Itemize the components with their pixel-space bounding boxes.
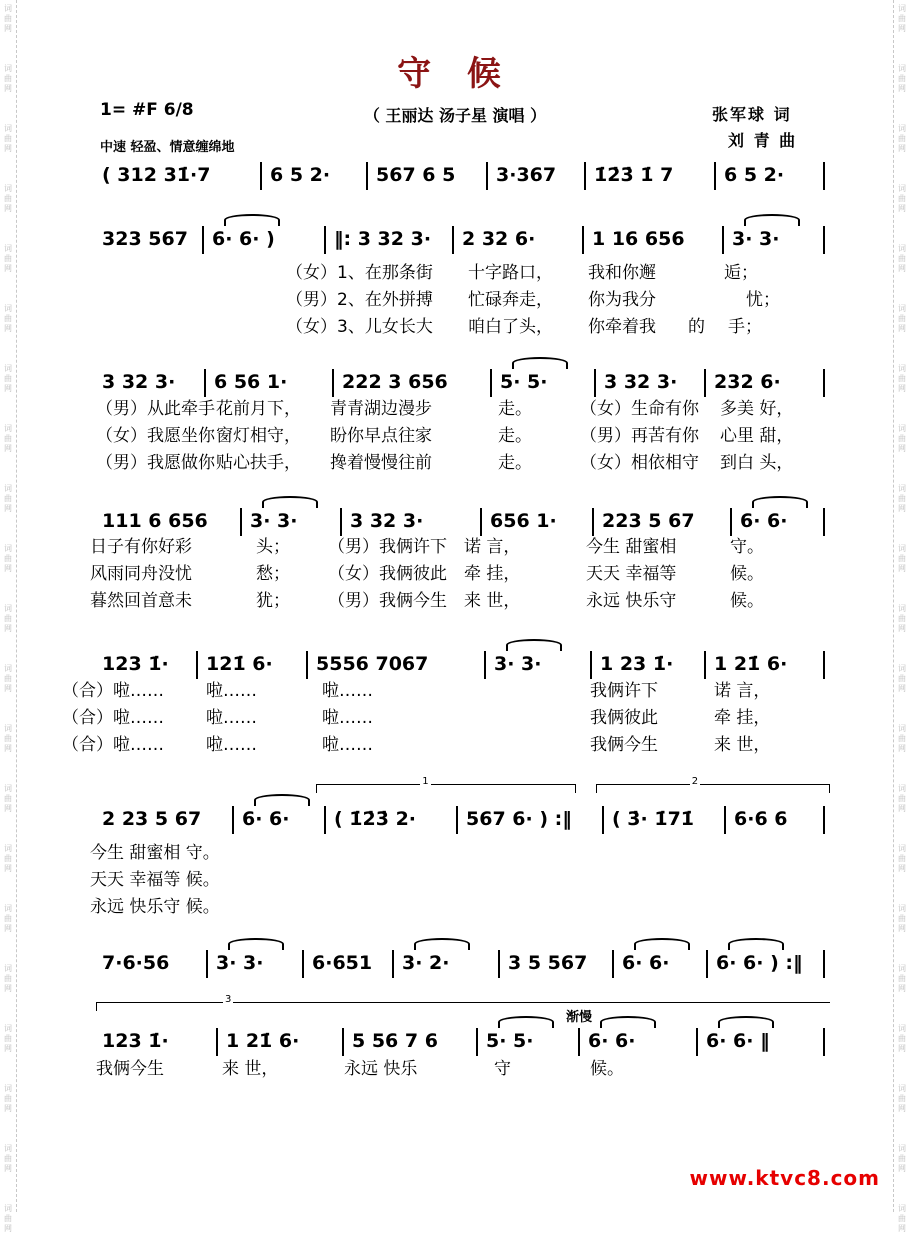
song-title: 守 候 [397, 54, 513, 94]
lyric-text: 候。 [590, 1059, 624, 1079]
measure: 3·367 [496, 164, 557, 186]
measure: 5· 5· [486, 1030, 534, 1052]
watermark-text: 词 曲 网 [4, 664, 12, 693]
measure: 222 3 656 [342, 371, 448, 393]
barline [340, 508, 342, 536]
tie-arc [718, 1016, 774, 1028]
measure: ( 3̇· 1̇71̇ [612, 808, 695, 830]
lyric-text: 手； [728, 317, 762, 337]
lyric-text: 愁； [256, 564, 290, 584]
lyric-text: 风雨同舟没忧 [90, 564, 192, 584]
lyric-text: 犹； [256, 591, 290, 611]
lyric-text: 诺 言， [714, 681, 771, 701]
notation-row [96, 994, 831, 1058]
lyric-text: 头； [256, 537, 290, 557]
measure: 7·6·56 [102, 952, 170, 974]
measure: 6· 6· ) [212, 228, 275, 250]
measure: 5556 7067 [316, 653, 429, 675]
lyric-text: 逅； [724, 263, 758, 283]
barline [366, 162, 368, 190]
lyric-text: 走。 [498, 453, 532, 473]
watermark-text: 词 曲 网 [4, 724, 12, 753]
measure: 5 56 7 6 [352, 1030, 438, 1052]
lyric-text: （男）我俩今生 [328, 591, 447, 611]
measure: ( 1̇2̇3̇ 2· [334, 808, 417, 830]
lyric-text: 到白 头， [720, 453, 794, 473]
tie-arc [506, 639, 562, 651]
lyric-text: （女）生命有你 [580, 399, 699, 419]
tie-arc [512, 357, 568, 369]
measure: 6· 6· [588, 1030, 636, 1052]
lyric-text: 永远 快乐 [344, 1059, 418, 1079]
barline [823, 369, 825, 397]
measure: 567 6· ) :‖ [466, 808, 572, 830]
measure: 1 23 1̇· [600, 653, 674, 675]
watermark-text: 词 曲 网 [4, 904, 12, 933]
volta-bracket [96, 994, 830, 1011]
measure: 2 32 6· [462, 228, 536, 250]
barline [706, 950, 708, 978]
barline [823, 1028, 825, 1056]
volta-bracket [596, 776, 830, 793]
lyric-text: 窗灯相守， [216, 426, 301, 446]
measure: 6· 6· [242, 808, 290, 830]
watermark-text: 词 曲 网 [4, 304, 12, 333]
watermark-text: 词 曲 网 [4, 4, 12, 33]
composer: 刘 青 曲 [728, 131, 798, 150]
tie-arc [634, 938, 690, 950]
lyric-text: 守。 [730, 537, 764, 557]
measure: 6·6 6 [734, 808, 788, 830]
barline [202, 226, 204, 254]
watermark-text: 词 曲 网 [898, 604, 906, 633]
watermark-text: 词 曲 网 [4, 1024, 12, 1053]
watermark-text: 词 曲 网 [898, 64, 906, 93]
notation-row [96, 776, 831, 836]
lyric-text: 的 [688, 317, 705, 337]
barline [490, 369, 492, 397]
lyric-text: （男）从此牵手 [96, 399, 215, 419]
barline [484, 651, 486, 679]
lyric-text: 多美 好， [720, 399, 794, 419]
watermark-text: 词 曲 网 [4, 1204, 12, 1233]
lyric-text: 啦…… [206, 708, 257, 728]
watermark-text: 词 曲 网 [898, 484, 906, 513]
tie-arc [414, 938, 470, 950]
lyric-text: （合）啦…… [62, 735, 164, 755]
lyric-text: （女）我愿坐你 [96, 426, 215, 446]
lyric-text: 永远 快乐守 候。 [90, 897, 220, 917]
barline [730, 508, 732, 536]
watermark-text: 词 曲 网 [898, 904, 906, 933]
tie-arc [728, 938, 784, 950]
watermark-text: 词 曲 网 [898, 544, 906, 573]
measure: 323 567 [102, 228, 188, 250]
lyric-text: （女）我俩彼此 [328, 564, 447, 584]
barline [602, 806, 604, 834]
measure: 232 6· [714, 371, 781, 393]
measure: 6· 6· [622, 952, 670, 974]
watermark-text: 词 曲 网 [898, 1024, 906, 1053]
lyric-text: 你牵着我 [588, 317, 656, 337]
lyric-text: 诺 言， [464, 537, 521, 557]
tempo-marking: 中速 轻盈、情意缠绵地 [100, 140, 235, 155]
lyric-text: 花前月下， [216, 399, 301, 419]
watermark-text: 词 曲 网 [4, 544, 12, 573]
measure: 6 5 2· [270, 164, 331, 186]
lyric-text: 走。 [498, 399, 532, 419]
measure: 123 1̇· [102, 1030, 169, 1052]
barline [823, 162, 825, 190]
measure: 223 5 67 [602, 510, 695, 532]
notation-row [96, 508, 831, 538]
lyricist: 张军球 词 [712, 105, 792, 124]
barline [578, 1028, 580, 1056]
lyric-text: 来 世， [714, 735, 771, 755]
barline [823, 950, 825, 978]
tie-arc [752, 496, 808, 508]
watermark-text: 词 曲 网 [898, 1144, 906, 1173]
watermark-text: 词 曲 网 [4, 64, 12, 93]
lyric-text: 贴心扶手， [216, 453, 301, 473]
measure: 6·651 [312, 952, 373, 974]
barline [724, 806, 726, 834]
lyric-text: （男）我愿做你 [96, 453, 215, 473]
watermark-text: 词 曲 网 [898, 424, 906, 453]
barline [456, 806, 458, 834]
volta-number: 1 [422, 776, 429, 787]
measure: 6· 6· ‖ [706, 1030, 770, 1052]
lyric-text: 盼你早点往家 [330, 426, 432, 446]
lyric-text: 我俩彼此 [590, 708, 658, 728]
watermark-text: 词 曲 网 [898, 184, 906, 213]
barline [823, 508, 825, 536]
barline [306, 651, 308, 679]
barline [823, 651, 825, 679]
barline [498, 950, 500, 978]
tie-arc [224, 214, 280, 226]
watermark-text: 词 曲 网 [898, 784, 906, 813]
measure: 3· 3· [732, 228, 780, 250]
barline [704, 651, 706, 679]
measure: 3 32 3· [604, 371, 678, 393]
measure: 1 21̇ 6· [714, 653, 788, 675]
measure: 3· 3· [216, 952, 264, 974]
barline [704, 369, 706, 397]
lyric-text: （合）啦…… [62, 708, 164, 728]
lyric-text: 天天 幸福等 候。 [90, 870, 220, 890]
measure: 1 21̇ 6· [226, 1030, 300, 1052]
barline [332, 369, 334, 397]
lyric-text: 心里 甜， [720, 426, 794, 446]
lyric-text: 牵 挂， [714, 708, 771, 728]
watermark-text: 词 曲 网 [4, 364, 12, 393]
watermark-text: 词 曲 网 [898, 1204, 906, 1233]
lyric-text: 忧； [746, 290, 780, 310]
watermark-text: 词 曲 网 [898, 724, 906, 753]
notation-row [96, 950, 831, 980]
singers: （ 王丽达 汤子星 演唱 ） [363, 106, 547, 125]
watermark-text: 词 曲 网 [4, 244, 12, 273]
lyric-text: （合）啦…… [62, 681, 164, 701]
barline [232, 806, 234, 834]
lyric-text: （女）1、在那条街 [286, 263, 433, 283]
tie-arc [254, 794, 310, 806]
watermark-text: 词 曲 网 [4, 1084, 12, 1113]
lyric-text: 永远 快乐守 [586, 591, 677, 611]
measure: 1 16 656 [592, 228, 685, 250]
tempo-change: 渐慢 [566, 1010, 593, 1025]
lyric-text: 十字路口， [468, 263, 553, 283]
lyric-text: 候。 [730, 591, 764, 611]
lyric-text: （女）3、儿女长大 [286, 317, 433, 337]
lyric-text: 来 世， [222, 1059, 279, 1079]
barline [584, 162, 586, 190]
measure: 3· 2· [402, 952, 450, 974]
measure: 6· 6· ) :‖ [716, 952, 803, 974]
lyric-text: 走。 [498, 426, 532, 446]
watermark-text: 词 曲 网 [4, 484, 12, 513]
barline [823, 806, 825, 834]
watermark-text: 词 曲 网 [4, 424, 12, 453]
watermark-text: 词 曲 网 [898, 244, 906, 273]
barline [324, 806, 326, 834]
lyric-text: 啦…… [322, 708, 373, 728]
watermark-text: 词 曲 网 [898, 964, 906, 993]
watermark-text: 词 曲 网 [898, 364, 906, 393]
watermark-text: 词 曲 网 [4, 1144, 12, 1173]
measure: 111 6 656 [102, 510, 208, 532]
lyric-text: 牵 挂， [464, 564, 521, 584]
measure: 123 1̇· [102, 653, 169, 675]
lyric-text: 搀着慢慢往前 [330, 453, 432, 473]
lyric-text: 天天 幸福等 [586, 564, 677, 584]
barline [260, 162, 262, 190]
watermark-text: 词 曲 网 [898, 664, 906, 693]
notation-row [96, 162, 831, 192]
barline [204, 369, 206, 397]
barline [342, 1028, 344, 1056]
measure: 567 6 5 [376, 164, 456, 186]
measure: 6· 6· [740, 510, 788, 532]
barline [206, 950, 208, 978]
barline [823, 226, 825, 254]
volta-number: 3 [225, 994, 232, 1005]
tie-arc [498, 1016, 554, 1028]
lyric-text: 啦…… [206, 681, 257, 701]
lyric-text: 来 世， [464, 591, 521, 611]
tie-arc [228, 938, 284, 950]
lyric-text: 暮然回首意未 [90, 591, 192, 611]
measure: 3· 3· [250, 510, 298, 532]
watermark-text: 词 曲 网 [4, 784, 12, 813]
barline [302, 950, 304, 978]
lyric-text: 我和你邂 [588, 263, 656, 283]
lyric-text: 我俩今生 [96, 1059, 164, 1079]
lyric-text: 你为我分 [588, 290, 656, 310]
measure: 3 32 3· [350, 510, 424, 532]
barline [696, 1028, 698, 1056]
watermark-text: 词 曲 网 [898, 844, 906, 873]
measure: 656 1· [490, 510, 557, 532]
tie-arc [600, 1016, 656, 1028]
measure: 2 23 5 67 [102, 808, 202, 830]
watermark-text: 词 曲 网 [4, 184, 12, 213]
notation-row [96, 226, 831, 256]
barline [452, 226, 454, 254]
measure: ( 312 31̇·7 [102, 164, 211, 186]
lyric-text: （男）再苦有你 [580, 426, 699, 446]
barline [196, 651, 198, 679]
barline [714, 162, 716, 190]
lyric-text: 候。 [730, 564, 764, 584]
lyric-text: 日子有你好彩 [90, 537, 192, 557]
barline [612, 950, 614, 978]
measure: 3 5 567 [508, 952, 588, 974]
barline [240, 508, 242, 536]
barline [582, 226, 584, 254]
watermark-text: 词 曲 网 [4, 844, 12, 873]
lyric-text: 守 [494, 1059, 511, 1079]
lyric-text: 啦…… [206, 735, 257, 755]
lyric-text: 我俩今生 [590, 735, 658, 755]
barline [216, 1028, 218, 1056]
tie-arc [262, 496, 318, 508]
barline [476, 1028, 478, 1056]
barline [324, 226, 326, 254]
watermark-text: 词 曲 网 [898, 304, 906, 333]
measure: 6 5 2· [724, 164, 785, 186]
lyric-text: 青青湖边漫步 [330, 399, 432, 419]
watermark-text: 词 曲 网 [4, 124, 12, 153]
lyric-text: 啦…… [322, 681, 373, 701]
watermark-text: 词 曲 网 [898, 124, 906, 153]
tie-arc [744, 214, 800, 226]
lyric-text: （男）2、在外拼搏 [286, 290, 433, 310]
watermark-text: 词 曲 网 [4, 964, 12, 993]
lyric-text: 我俩许下 [590, 681, 658, 701]
site-url: www.ktvc8.com [689, 1166, 880, 1190]
notation-row [96, 369, 831, 399]
measure: 1̇2̇3̇ 1̇ 7 [594, 164, 674, 186]
measure: ‖: 3 32 3· [334, 228, 432, 250]
lyric-text: 咱白了头， [468, 317, 553, 337]
key-signature: 1= #F 6/8 [100, 100, 194, 120]
barline [486, 162, 488, 190]
measure: 121̇ 6· [206, 653, 273, 675]
watermark-text: 词 曲 网 [898, 4, 906, 33]
measure: 3· 3· [494, 653, 542, 675]
lyric-text: 今生 甜蜜相 [586, 537, 677, 557]
barline [592, 508, 594, 536]
barline [594, 369, 596, 397]
measure: 3 32 3· [102, 371, 176, 393]
barline [722, 226, 724, 254]
lyric-text: 忙碌奔走， [468, 290, 553, 310]
notation-row [96, 651, 831, 681]
volta-number: 2 [691, 776, 699, 787]
measure: 6 56 1· [214, 371, 288, 393]
watermark-text: 词 曲 网 [4, 604, 12, 633]
lyric-text: （男）我俩许下 [328, 537, 447, 557]
watermark-text: 词 曲 网 [898, 1084, 906, 1113]
barline [590, 651, 592, 679]
barline [480, 508, 482, 536]
lyric-text: 啦…… [322, 735, 373, 755]
barline [392, 950, 394, 978]
lyric-text: 今生 甜蜜相 守。 [90, 843, 220, 863]
volta-bracket [316, 776, 576, 793]
measure: 5· 5· [500, 371, 548, 393]
lyric-text: （女）相依相守 [580, 453, 699, 473]
